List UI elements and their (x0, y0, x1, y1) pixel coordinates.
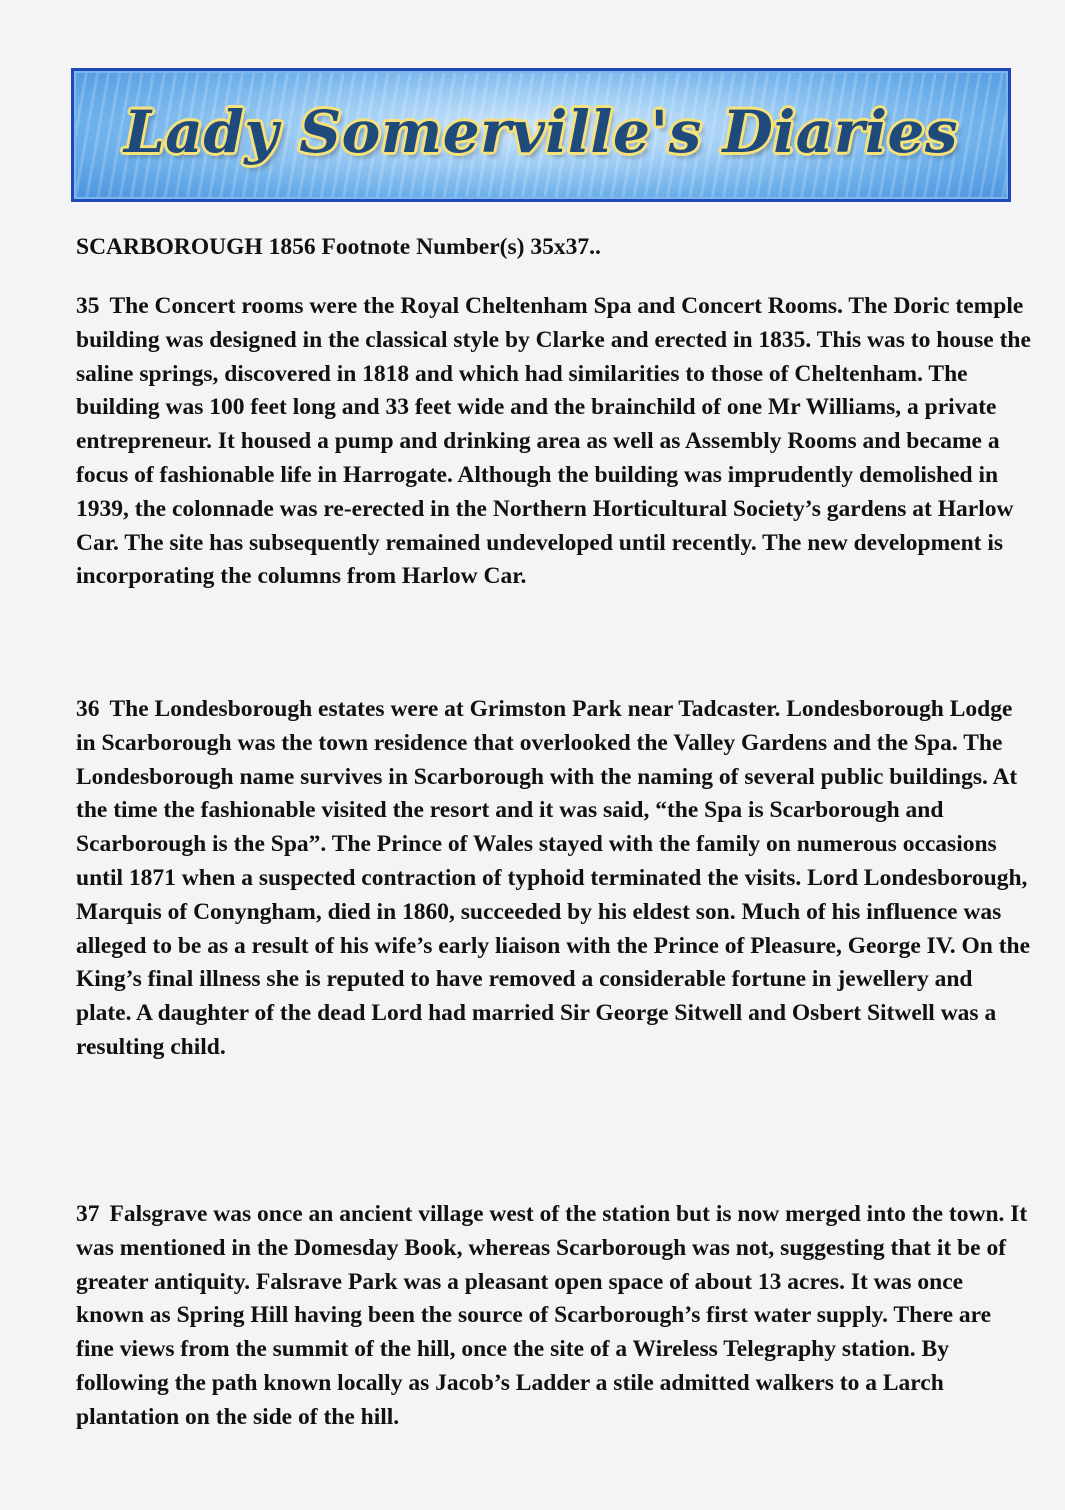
page-heading: SCARBOROUGH 1856 Footnote Number(s) 35x37.. (76, 234, 601, 260)
footnote-text: The Concert rooms were the Royal Cheltenham Spa and Concert Rooms. The Doric temple building was designed in the classical style by Clarke and erected in 1835. This was to house the saline springs, discovered in 1818 and which had similarities to those of Cheltenham. The building was 100 feet long and 33 feet wide and the brainchild of one Mr Williams, a private entrepreneur. It housed a pump and drinking area as well as Assembly Rooms and became a focus of fashionable life in Harrogate. Although the building was imprudently demolished in 1939, the colonnade was re-erected in the Northern Horticultural Society’s gardens at Harlow Car. The site has subsequently remained undeveloped until recently. The new development is incorporating the columns from Harlow Car. (76, 293, 1031, 590)
banner-title: Lady Somerville's Diaries (123, 98, 959, 166)
footnote-text: Falsgrave was once an ancient village west of the station but is now merged into the town. It was mentioned in the Domesday Book, whereas Scarborough was not, suggesting that it be of greater antiquity. Falsrave Park was a pleasant open space of about 13 acres. It was once known as Spring Hill having been the source of Scarborough’s first water supply. There are fine views from the summit of the hill, once the site of a Wireless Telegraphy station. By following the path known locally as Jacob’s Ladder a stile admitted walkers to a Larch plantation on the side of the hill. (76, 1201, 1028, 1430)
footnote-number: 36 (76, 696, 100, 722)
footnote-35 (76, 290, 1031, 594)
footnote-number: 37 (76, 1201, 100, 1227)
title-banner (71, 68, 1011, 202)
footnote-number: 35 (76, 293, 100, 319)
footnote-37 (76, 1198, 1031, 1435)
footnote-text: The Londesborough estates were at Grimston Park near Tadcaster. Londesborough Lodge in Scarborough was the town residence that overlooked the Valley Gardens and the Spa. The Londesborough name survives in Scarborough with the naming of several public buildings. At the time the fashionable visited the resort and it was said, “the Spa is Scarborough and Scarborough is the Spa”. The Prince of Wales stayed with the family on numerous occasions until 1871 when a suspected contraction of typhoid terminated the visits. Lord Londesborough, Marquis of Conyngham, died in 1860, succeeded by his eldest son. Much of his influence was alleged to be as a result of his wife’s early liaison with the Prince of Pleasure, George IV. On the King’s final illness she is reputed to have removed a considerable fortune in jewellery and plate. A daughter of the dead Lord had married Sir George Sitwell and Osbert Sitwell was a resulting child. (76, 696, 1031, 1060)
footnote-36 (76, 693, 1031, 1065)
